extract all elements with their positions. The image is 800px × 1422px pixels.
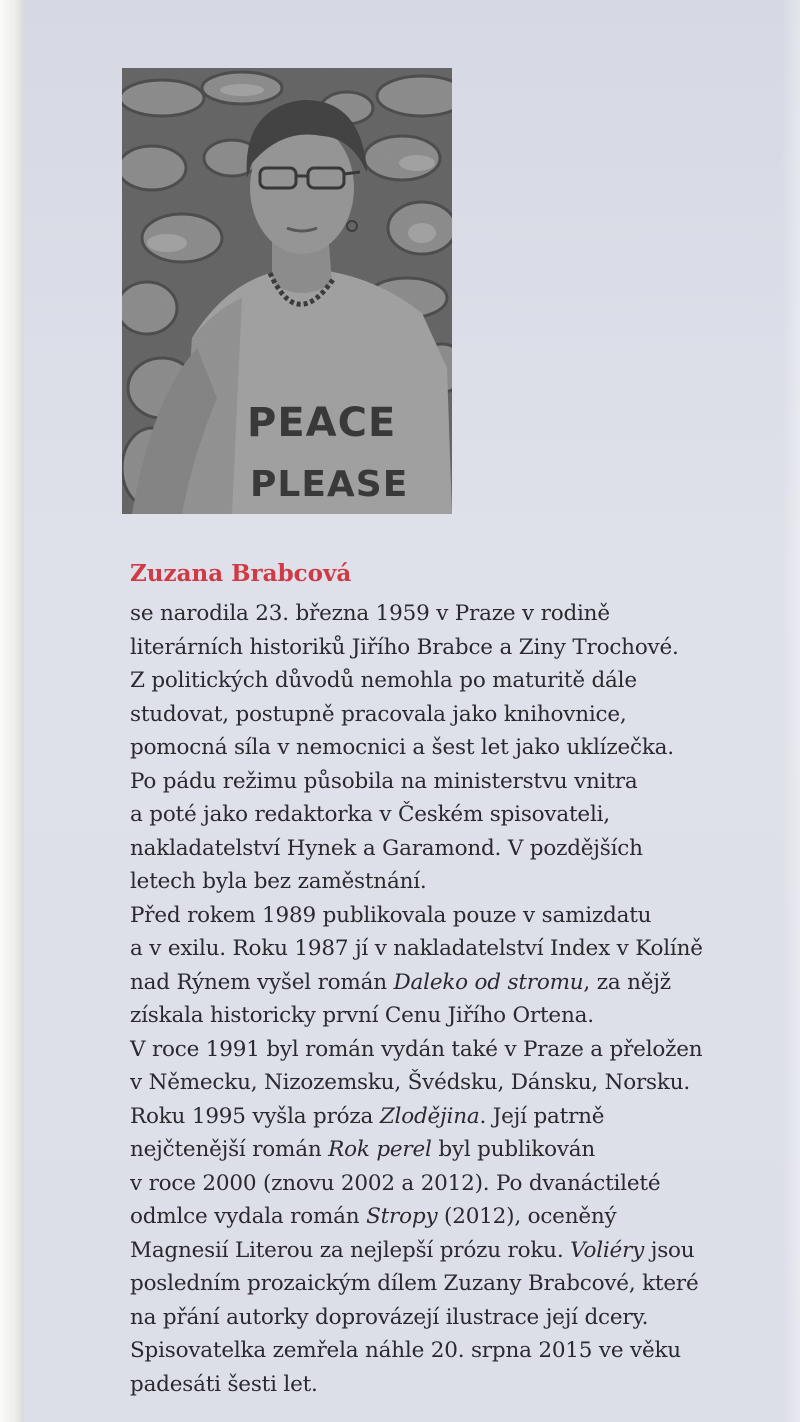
bio-line [130, 999, 770, 1033]
bio-text: odmlce vydala román [130, 1204, 367, 1229]
book-title: Rok perel [328, 1137, 432, 1162]
bio-line [130, 1301, 770, 1335]
bio-text: nakladatelství Hynek a Garamond. V pozdějších [130, 835, 643, 861]
page-edge [782, 0, 800, 1422]
bio-line [130, 865, 770, 899]
bio-text: (2012), oceněný [437, 1204, 617, 1229]
bio-text: , za nějž [583, 969, 671, 995]
bio-text: Roku 1995 vyšla próza [130, 1103, 380, 1129]
bio-line [130, 1033, 770, 1067]
bio-text: v Německu, Nizozemsku, Švédsku, Dánsku, Norsku. [130, 1070, 690, 1095]
bio-line [130, 899, 770, 933]
book-title: Stropy [366, 1204, 438, 1229]
bio-line [130, 597, 770, 631]
bio-text: V roce 1991 byl román vydán také v Praze a přeložen [130, 1036, 703, 1062]
author-photo [122, 68, 452, 514]
bio-text: jsou [644, 1237, 695, 1263]
bio-text: literárních historiků Jiřího Brabce a Ziny Trochové. [130, 634, 679, 660]
bio-line [130, 765, 770, 799]
bio-line [130, 1100, 770, 1134]
page-gutter [0, 0, 24, 1422]
bio-line [130, 966, 770, 1000]
bio-line [130, 832, 770, 866]
bio-line [130, 731, 770, 765]
bio-line [130, 1368, 770, 1402]
bio-text: v roce 2000 (znovu 2002 a 2012). Po dvanáctileté [130, 1170, 661, 1196]
bio-line [130, 798, 770, 832]
bio-text: se narodila 23. března 1959 v Praze v rodině [130, 601, 610, 626]
bio-line [130, 1334, 770, 1368]
bio-text: . Její patrně [479, 1103, 605, 1129]
bio-line [130, 1234, 770, 1268]
author-biography [130, 597, 770, 1401]
bio-line [130, 664, 770, 698]
bio-text: Před rokem 1989 publikovala pouze v samizdatu [130, 902, 652, 928]
bio-text: studovat, postupně pracovala jako knihovnice, [130, 701, 627, 727]
bio-text: a poté jako redaktorka v Českém spisovateli, [130, 802, 610, 827]
bio-line [130, 1200, 770, 1234]
shirt-print-line-1: PEACE [247, 400, 397, 446]
shirt-print-line-2: PLEASE [250, 464, 409, 505]
bio-line [130, 1267, 770, 1301]
book-title: Voliéry [570, 1237, 645, 1263]
bio-line [130, 932, 770, 966]
book-title: Zlodějina [379, 1103, 480, 1129]
bio-text: Z politických důvodů nemohla po maturitě dále [130, 668, 637, 693]
bio-line [130, 1133, 770, 1167]
bio-text: Magnesií Literou za nejlepší prózu roku. [130, 1237, 571, 1263]
bio-text: nejčtenější román [130, 1137, 329, 1162]
bio-line [130, 1066, 770, 1100]
author-name: Zuzana Brabcová [130, 560, 352, 587]
bio-text: byl publikován [431, 1137, 596, 1162]
bio-text: na přání autorky doprovázejí ilustrace její dcery. [130, 1304, 649, 1330]
bio-text: pomocná síla v nemocnici a šest let jako uklízečka. [130, 735, 674, 760]
book-title: Daleko od stromu [393, 969, 584, 995]
bio-text: Spisovatelka zemřela náhle 20. srpna 2015 ve věku [130, 1338, 681, 1363]
bio-line [130, 1167, 770, 1201]
bio-text: nad Rýnem vyšel román [130, 969, 394, 995]
bio-text: letech byla bez zaměstnání. [130, 869, 427, 894]
bio-text: padesáti šesti let. [130, 1371, 318, 1397]
bio-text: Po pádu režimu působila na ministerstvu vnitra [130, 768, 638, 794]
bio-text: posledním prozaickým dílem Zuzany Brabcové, které [130, 1271, 699, 1296]
bio-text: a v exilu. Roku 1987 jí v nakladatelství Index v Kolíně [130, 936, 703, 961]
bio-line [130, 631, 770, 665]
bio-line [130, 698, 770, 732]
bio-text: získala historicky první Cenu Jiřího Ortena. [130, 1003, 594, 1028]
